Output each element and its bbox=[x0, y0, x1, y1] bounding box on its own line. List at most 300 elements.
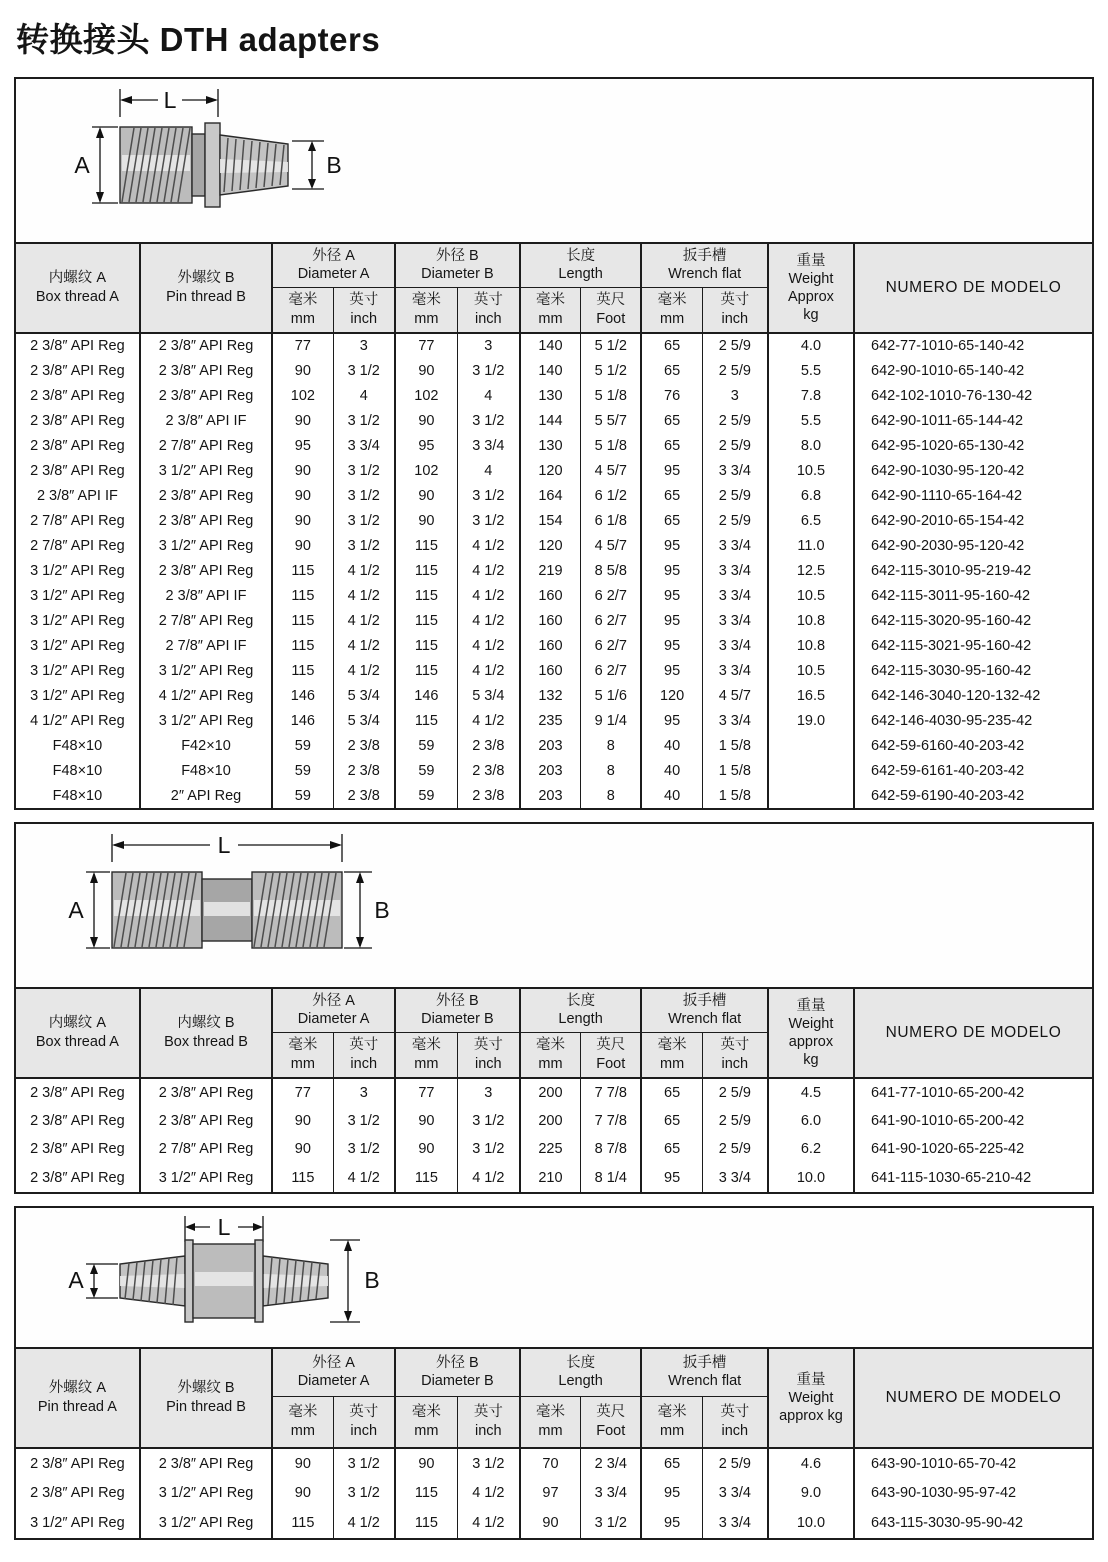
table-cell: 3 3/4 bbox=[702, 533, 768, 558]
adapter-figure-box-box bbox=[16, 824, 1092, 987]
table-cell: 3 3/4 bbox=[702, 1478, 768, 1508]
table-cell: 1 5/8 bbox=[702, 783, 768, 808]
table-cell: 642-59-6160-40-203-42 bbox=[854, 733, 1092, 758]
table-cell: 90 bbox=[272, 508, 333, 533]
table-cell: 3 3/4 bbox=[702, 658, 768, 683]
table-cell: 4 5/7 bbox=[702, 683, 768, 708]
table-cell: 77 bbox=[272, 1078, 333, 1107]
table-cell: 90 bbox=[395, 408, 457, 433]
table-cell: 40 bbox=[641, 783, 702, 808]
table-cell: 3 1/2 bbox=[333, 458, 395, 483]
table-cell: 65 bbox=[641, 358, 702, 383]
table-cell: 2 3/8 bbox=[457, 758, 519, 783]
table-cell: 2 7/8″ API Reg bbox=[140, 433, 272, 458]
table-cell: 4 1/2 bbox=[457, 633, 519, 658]
table-row bbox=[16, 1164, 1092, 1193]
table-cell: 77 bbox=[395, 1078, 457, 1107]
table-cell: 2 5/9 bbox=[702, 1107, 768, 1136]
table-cell: 642-90-1110-65-164-42 bbox=[854, 483, 1092, 508]
table-cell: 4 1/2 bbox=[457, 1478, 519, 1508]
table-cell: 642-146-3040-120-132-42 bbox=[854, 683, 1092, 708]
table-cell: 115 bbox=[395, 1508, 457, 1538]
table-cell: 2 3/8″ API Reg bbox=[30, 362, 125, 379]
table-cell: 3 3/4 bbox=[702, 583, 768, 608]
table-cell: 2 7/8″ API IF bbox=[140, 633, 272, 658]
table-cell: 642-90-1030-95-120-42 bbox=[854, 458, 1092, 483]
table-cell: 4.0 bbox=[768, 333, 854, 358]
table-cell: 642-102-1010-76-130-42 bbox=[854, 383, 1092, 408]
table-cell: 3 1/2 bbox=[333, 533, 395, 558]
col-header-thread-a: 外螺纹 A Pin thread A bbox=[16, 1348, 140, 1448]
table-row bbox=[16, 683, 1092, 708]
table-cell: 3 3/4 bbox=[702, 708, 768, 733]
adapter-figure-box-pin bbox=[16, 79, 1092, 242]
table-cell: 4 1/2 bbox=[457, 558, 519, 583]
table-cell: 7 7/8 bbox=[581, 1107, 642, 1136]
table-cell: 2 3/4 bbox=[581, 1448, 642, 1478]
table-cell: 642-77-1010-65-140-42 bbox=[854, 333, 1092, 358]
table-cell: 4 1/2 bbox=[333, 1164, 395, 1193]
table-cell: 4 1/2 bbox=[333, 658, 395, 683]
table-cell: 154 bbox=[520, 508, 581, 533]
table-cell: 3 3/4 bbox=[702, 458, 768, 483]
table-row bbox=[16, 658, 1092, 683]
table-cell: 3 bbox=[333, 333, 395, 358]
table-cell: 8 5/8 bbox=[581, 558, 642, 583]
dim-label-dia-b: B bbox=[374, 897, 390, 923]
table-cell: 3 1/2 bbox=[457, 1448, 519, 1478]
table-cell: 10.5 bbox=[768, 458, 854, 483]
table-cell: 90 bbox=[272, 1478, 333, 1508]
table-cell: F42×10 bbox=[140, 733, 272, 758]
table-cell: 2 3/8″ API Reg bbox=[30, 412, 125, 429]
col-header-diameter-a: 外径 A Diameter A bbox=[272, 243, 395, 287]
table-cell: 203 bbox=[520, 783, 581, 808]
table-cell: 120 bbox=[641, 683, 702, 708]
table-cell: 3 3/4 bbox=[581, 1478, 642, 1508]
table-cell: 95 bbox=[641, 458, 702, 483]
table-cell: 70 bbox=[520, 1448, 581, 1478]
pin-pin-adapter-drawing bbox=[42, 1214, 422, 1340]
table-row bbox=[16, 558, 1092, 583]
table-cell: 5 1/8 bbox=[581, 383, 642, 408]
table-row bbox=[16, 1107, 1092, 1136]
table-cell: 4 bbox=[457, 383, 519, 408]
table-cell: 3 1/2″ API Reg bbox=[30, 637, 125, 654]
dim-label-length: L bbox=[163, 87, 177, 113]
table-cell: 120 bbox=[520, 533, 581, 558]
page-title: 转换接头 DTH adapters bbox=[16, 21, 381, 58]
table-cell: 8 bbox=[581, 783, 642, 808]
table-cell: 10.5 bbox=[768, 658, 854, 683]
table-cell: 4 1/2 bbox=[457, 1508, 519, 1538]
table-body bbox=[16, 333, 1092, 808]
table-cell: 3 1/2 bbox=[333, 483, 395, 508]
unit-header-mm: 毫米 mm bbox=[272, 1032, 333, 1078]
table-row bbox=[16, 1078, 1092, 1107]
spec-table-641 bbox=[16, 987, 1092, 1192]
col-header-diameter-b: 外径 B Diameter B bbox=[395, 243, 520, 287]
table-cell: 642-115-3030-95-160-42 bbox=[854, 658, 1092, 683]
table-cell: 9 1/4 bbox=[581, 708, 642, 733]
table-cell: 642-115-3011-95-160-42 bbox=[854, 583, 1092, 608]
table-cell: 2 3/8″ API Reg bbox=[30, 462, 125, 479]
table-cell: 2 3/8″ API Reg bbox=[140, 558, 272, 583]
table-cell: 5 1/2 bbox=[581, 333, 642, 358]
table-cell: 95 bbox=[641, 658, 702, 683]
table-cell: 76 bbox=[641, 383, 702, 408]
dim-label-dia-a: A bbox=[68, 897, 84, 923]
table-cell: 19.0 bbox=[768, 708, 854, 733]
table-cell: 2 3/8″ API Reg bbox=[140, 1078, 272, 1107]
col-header-wrench-flat: 扳手槽 Wrench flat bbox=[641, 988, 767, 1032]
table-cell: 641-90-1010-65-200-42 bbox=[854, 1107, 1092, 1136]
box-pin-adapter-drawing bbox=[42, 85, 402, 235]
col-header-model: NUMERO DE MODELO bbox=[854, 1348, 1092, 1448]
table-cell: 4 1/2 bbox=[457, 608, 519, 633]
table-cell: 10.0 bbox=[768, 1164, 854, 1193]
table-cell: 2 3/8″ API IF bbox=[140, 583, 272, 608]
spec-table-642 bbox=[16, 242, 1092, 808]
table-cell bbox=[768, 783, 854, 808]
col-header-thread-a: 内螺纹 A Box thread A bbox=[16, 243, 140, 333]
dim-label-dia-b: B bbox=[326, 152, 342, 178]
col-header-length: 长度 Length bbox=[520, 243, 642, 287]
table-cell: 3 3/4 bbox=[702, 558, 768, 583]
table-cell: 3 1/2 bbox=[457, 1135, 519, 1164]
table-cell: 4 1/2 bbox=[333, 1508, 395, 1538]
table-cell: 130 bbox=[520, 433, 581, 458]
table-cell: 3 1/2″ API Reg bbox=[140, 1164, 272, 1193]
adapter-section-pin-pin bbox=[14, 1206, 1094, 1540]
table-cell: 5.5 bbox=[768, 358, 854, 383]
unit-header-inch: 英寸 inch bbox=[702, 1032, 768, 1078]
table-cell: 4.6 bbox=[768, 1448, 854, 1478]
table-cell: 77 bbox=[395, 333, 457, 358]
table-cell: 4 1/2 bbox=[457, 533, 519, 558]
table-cell: 4 bbox=[457, 458, 519, 483]
table-cell: 6 2/7 bbox=[581, 658, 642, 683]
table-cell: 3 bbox=[457, 1078, 519, 1107]
table-cell: 2 3/8″ API Reg bbox=[140, 1107, 272, 1136]
table-cell bbox=[768, 758, 854, 783]
table-cell: 140 bbox=[520, 358, 581, 383]
table-cell: 59 bbox=[272, 758, 333, 783]
table-cell: 3 1/2″ API Reg bbox=[30, 687, 125, 704]
table-cell: 641-115-1030-65-210-42 bbox=[854, 1164, 1092, 1193]
col-header-wrench-flat: 扳手槽 Wrench flat bbox=[641, 243, 767, 287]
col-header-thread-b: 外螺纹 B Pin thread B bbox=[140, 1348, 272, 1448]
table-row bbox=[16, 1508, 1092, 1538]
table-cell: 642-146-4030-95-235-42 bbox=[854, 708, 1092, 733]
table-body bbox=[16, 1078, 1092, 1192]
table-cell: 642-59-6190-40-203-42 bbox=[854, 783, 1092, 808]
table-cell: 115 bbox=[272, 558, 333, 583]
table-cell: 3 1/2 bbox=[457, 358, 519, 383]
table-cell: 4 5/7 bbox=[581, 533, 642, 558]
table-cell: 5 1/6 bbox=[581, 683, 642, 708]
table-cell: 164 bbox=[520, 483, 581, 508]
table-cell: 2 3/8″ API Reg bbox=[30, 1485, 125, 1501]
table-cell: 3 1/2 bbox=[333, 358, 395, 383]
table-cell: 10.8 bbox=[768, 633, 854, 658]
col-header-thread-b: 内螺纹 B Box thread B bbox=[140, 988, 272, 1078]
table-cell: 10.5 bbox=[768, 583, 854, 608]
col-header-length: 长度 Length bbox=[520, 988, 642, 1032]
unit-header-mm: 毫米 mm bbox=[520, 287, 581, 333]
unit-header-mm: 毫米 mm bbox=[272, 287, 333, 333]
adapter-section-box-pin bbox=[14, 77, 1094, 810]
table-cell: 97 bbox=[520, 1478, 581, 1508]
table-cell: 95 bbox=[641, 558, 702, 583]
table-cell: 641-77-1010-65-200-42 bbox=[854, 1078, 1092, 1107]
unit-header-mm: 毫米 mm bbox=[641, 287, 702, 333]
table-cell: 120 bbox=[520, 458, 581, 483]
unit-header-inch: 英寸 inch bbox=[457, 1032, 519, 1078]
table-cell: 2 3/8″ API Reg bbox=[30, 1455, 125, 1472]
table-cell: 65 bbox=[641, 1135, 702, 1164]
table-cell: 115 bbox=[395, 583, 457, 608]
table-cell: 115 bbox=[272, 583, 333, 608]
table-cell: 3 3/4 bbox=[457, 433, 519, 458]
unit-header-foot: 英尺 Foot bbox=[581, 1396, 642, 1448]
table-cell: 219 bbox=[520, 558, 581, 583]
table-cell: 90 bbox=[272, 458, 333, 483]
table-cell: 6.8 bbox=[768, 483, 854, 508]
table-cell: 642-115-3010-95-219-42 bbox=[854, 558, 1092, 583]
table-cell: 90 bbox=[272, 1107, 333, 1136]
unit-header-inch: 英寸 inch bbox=[457, 1396, 519, 1448]
dim-label-dia-b: B bbox=[364, 1267, 380, 1293]
table-cell: 3 1/2 bbox=[457, 408, 519, 433]
table-cell: 3 1/2 bbox=[333, 1478, 395, 1508]
table-cell: 3 1/2″ API Reg bbox=[30, 562, 125, 579]
table-cell: 95 bbox=[641, 1508, 702, 1538]
table-cell: 2 5/9 bbox=[702, 508, 768, 533]
table-cell: 160 bbox=[520, 583, 581, 608]
table-cell: 2 7/8″ API Reg bbox=[30, 512, 125, 529]
table-cell: 6 2/7 bbox=[581, 633, 642, 658]
table-cell: 6.5 bbox=[768, 508, 854, 533]
table-cell: 3 1/2″ API Reg bbox=[140, 658, 272, 683]
col-header-model: NUMERO DE MODELO bbox=[854, 988, 1092, 1078]
table-row bbox=[16, 1135, 1092, 1164]
table-cell: 95 bbox=[395, 433, 457, 458]
unit-header-inch: 英寸 inch bbox=[333, 1396, 395, 1448]
table-row bbox=[16, 1478, 1092, 1508]
table-row bbox=[16, 1448, 1092, 1478]
table-cell: 2 5/9 bbox=[702, 1078, 768, 1107]
table-row bbox=[16, 408, 1092, 433]
table-cell: 115 bbox=[395, 658, 457, 683]
table-cell: 642-115-3020-95-160-42 bbox=[854, 608, 1092, 633]
table-cell: 4 1/2″ API Reg bbox=[30, 712, 125, 729]
table-cell: 2 5/9 bbox=[702, 433, 768, 458]
table-cell: 2 3/8″ API Reg bbox=[140, 508, 272, 533]
table-cell: 90 bbox=[395, 1107, 457, 1136]
table-cell: 7 7/8 bbox=[581, 1078, 642, 1107]
table-body bbox=[16, 1448, 1092, 1538]
table-cell: 90 bbox=[395, 1448, 457, 1478]
table-cell: 65 bbox=[641, 1078, 702, 1107]
table-cell: 146 bbox=[395, 683, 457, 708]
unit-header-mm: 毫米 mm bbox=[641, 1032, 702, 1078]
table-cell: 3 1/2 bbox=[457, 508, 519, 533]
table-cell bbox=[768, 733, 854, 758]
table-cell: 160 bbox=[520, 633, 581, 658]
table-cell: 203 bbox=[520, 733, 581, 758]
table-cell: 3 1/2″ API Reg bbox=[30, 612, 125, 629]
table-cell: F48×10 bbox=[52, 787, 103, 804]
table-cell: 2 3/8 bbox=[333, 733, 395, 758]
table-cell: 4 1/2 bbox=[457, 658, 519, 683]
table-cell: 90 bbox=[395, 508, 457, 533]
table-cell: 3 1/2 bbox=[457, 483, 519, 508]
table-cell: 5 3/4 bbox=[333, 683, 395, 708]
table-cell: 3 1/2 bbox=[333, 508, 395, 533]
table-cell: 4 1/2 bbox=[457, 583, 519, 608]
table-cell: 115 bbox=[395, 558, 457, 583]
table-row bbox=[16, 358, 1092, 383]
table-cell: 146 bbox=[272, 683, 333, 708]
table-row bbox=[16, 508, 1092, 533]
table-cell: 3 1/2″ API Reg bbox=[30, 587, 125, 604]
table-cell: 1 5/8 bbox=[702, 733, 768, 758]
table-cell: 65 bbox=[641, 483, 702, 508]
table-cell: 643-90-1030-95-97-42 bbox=[854, 1478, 1092, 1508]
table-cell: 2 3/8″ API Reg bbox=[30, 1084, 125, 1101]
table-cell: 642-115-3021-95-160-42 bbox=[854, 633, 1092, 658]
table-cell: 6 1/2 bbox=[581, 483, 642, 508]
table-cell: 210 bbox=[520, 1164, 581, 1193]
col-header-diameter-a: 外径 A Diameter A bbox=[272, 1348, 395, 1396]
table-cell: 2 5/9 bbox=[702, 483, 768, 508]
table-cell: 6.0 bbox=[768, 1107, 854, 1136]
table-row bbox=[16, 458, 1092, 483]
table-cell: 2 3/8 bbox=[457, 783, 519, 808]
unit-header-inch: 英寸 inch bbox=[333, 1032, 395, 1078]
table-cell: 2 5/9 bbox=[702, 408, 768, 433]
table-cell: 3 1/2 bbox=[581, 1508, 642, 1538]
table-cell: 8 bbox=[581, 758, 642, 783]
table-cell: 3 1/2 bbox=[457, 1107, 519, 1136]
table-cell: 4.5 bbox=[768, 1078, 854, 1107]
table-cell: 115 bbox=[272, 633, 333, 658]
table-cell: 3 1/2″ API Reg bbox=[140, 533, 272, 558]
table-cell: 3 bbox=[333, 1078, 395, 1107]
table-cell: 95 bbox=[641, 708, 702, 733]
table-cell: F48×10 bbox=[52, 762, 103, 779]
table-cell: 65 bbox=[641, 333, 702, 358]
table-row bbox=[16, 483, 1092, 508]
table-cell: 65 bbox=[641, 433, 702, 458]
unit-header-mm: 毫米 mm bbox=[520, 1032, 581, 1078]
table-cell: 115 bbox=[272, 1164, 333, 1193]
table-cell: 3 3/4 bbox=[333, 433, 395, 458]
table-cell: 59 bbox=[395, 783, 457, 808]
table-cell: 16.5 bbox=[768, 683, 854, 708]
dim-label-length: L bbox=[217, 1214, 231, 1240]
col-header-diameter-a: 外径 A Diameter A bbox=[272, 988, 395, 1032]
col-header-weight: 重量 Weight approx kg bbox=[768, 1348, 854, 1448]
unit-header-inch: 英寸 inch bbox=[702, 1396, 768, 1448]
table-cell: 90 bbox=[272, 408, 333, 433]
table-cell: 4 5/7 bbox=[581, 458, 642, 483]
table-row bbox=[16, 633, 1092, 658]
table-cell: 95 bbox=[641, 608, 702, 633]
table-cell: 90 bbox=[395, 358, 457, 383]
table-row bbox=[16, 608, 1092, 633]
table-cell: 2 5/9 bbox=[702, 1448, 768, 1478]
table-cell: 2 5/9 bbox=[702, 333, 768, 358]
table-header bbox=[16, 1348, 1092, 1448]
table-cell: 40 bbox=[641, 758, 702, 783]
table-row bbox=[16, 758, 1092, 783]
table-cell: 115 bbox=[272, 608, 333, 633]
table-cell: 2 3/8″ API Reg bbox=[30, 1112, 125, 1129]
table-cell: 2 7/8″ API Reg bbox=[140, 608, 272, 633]
table-cell: 642-95-1020-65-130-42 bbox=[854, 433, 1092, 458]
table-cell: 1 5/8 bbox=[702, 758, 768, 783]
table-cell: 642-90-1010-65-140-42 bbox=[854, 358, 1092, 383]
table-cell: 3 3/4 bbox=[702, 608, 768, 633]
table-cell: 8.0 bbox=[768, 433, 854, 458]
dim-label-dia-a: A bbox=[74, 152, 90, 178]
table-cell: 4 1/2 bbox=[457, 708, 519, 733]
col-header-diameter-b: 外径 B Diameter B bbox=[395, 1348, 520, 1396]
table-cell: 102 bbox=[395, 383, 457, 408]
unit-header-mm: 毫米 mm bbox=[395, 1032, 457, 1078]
table-cell: 3 1/2″ API Reg bbox=[30, 662, 125, 679]
table-cell: 3 1/2 bbox=[333, 1448, 395, 1478]
table-cell: 2 3/8″ API Reg bbox=[140, 358, 272, 383]
table-cell: 2″ API Reg bbox=[140, 783, 272, 808]
table-cell: 90 bbox=[272, 1135, 333, 1164]
table-cell: 5 3/4 bbox=[333, 708, 395, 733]
table-cell: 146 bbox=[272, 708, 333, 733]
col-header-length: 长度 Length bbox=[520, 1348, 642, 1396]
table-cell: 4 bbox=[333, 383, 395, 408]
unit-header-inch: 英寸 inch bbox=[457, 287, 519, 333]
table-cell: 3 1/2 bbox=[333, 1135, 395, 1164]
table-cell: 9.0 bbox=[768, 1478, 854, 1508]
dim-label-dia-a: A bbox=[68, 1267, 84, 1293]
table-cell: 2 3/8″ API Reg bbox=[140, 383, 272, 408]
table-cell: 10.8 bbox=[768, 608, 854, 633]
dim-label-length: L bbox=[217, 832, 231, 858]
table-row bbox=[16, 733, 1092, 758]
table-cell: 4 1/2 bbox=[333, 633, 395, 658]
table-cell: 95 bbox=[641, 1164, 702, 1193]
adapter-figure-pin-pin bbox=[16, 1208, 1092, 1347]
table-cell: 5 5/7 bbox=[581, 408, 642, 433]
table-cell: 40 bbox=[641, 733, 702, 758]
table-cell: 2 3/8″ API Reg bbox=[30, 437, 125, 454]
table-cell: 4 1/2 bbox=[333, 583, 395, 608]
table-cell: 4 1/2″ API Reg bbox=[140, 683, 272, 708]
table-cell: 90 bbox=[395, 483, 457, 508]
table-row bbox=[16, 333, 1092, 358]
table-cell: 3 3/4 bbox=[702, 1164, 768, 1193]
table-cell: 65 bbox=[641, 508, 702, 533]
table-cell: 59 bbox=[272, 783, 333, 808]
table-row bbox=[16, 583, 1092, 608]
table-cell: 3 1/2 bbox=[333, 408, 395, 433]
col-header-weight: 重量 Weight approx kg bbox=[768, 988, 854, 1078]
col-header-weight: 重量 Weight Approx kg bbox=[768, 243, 854, 333]
table-cell: 203 bbox=[520, 758, 581, 783]
unit-header-mm: 毫米 mm bbox=[272, 1396, 333, 1448]
